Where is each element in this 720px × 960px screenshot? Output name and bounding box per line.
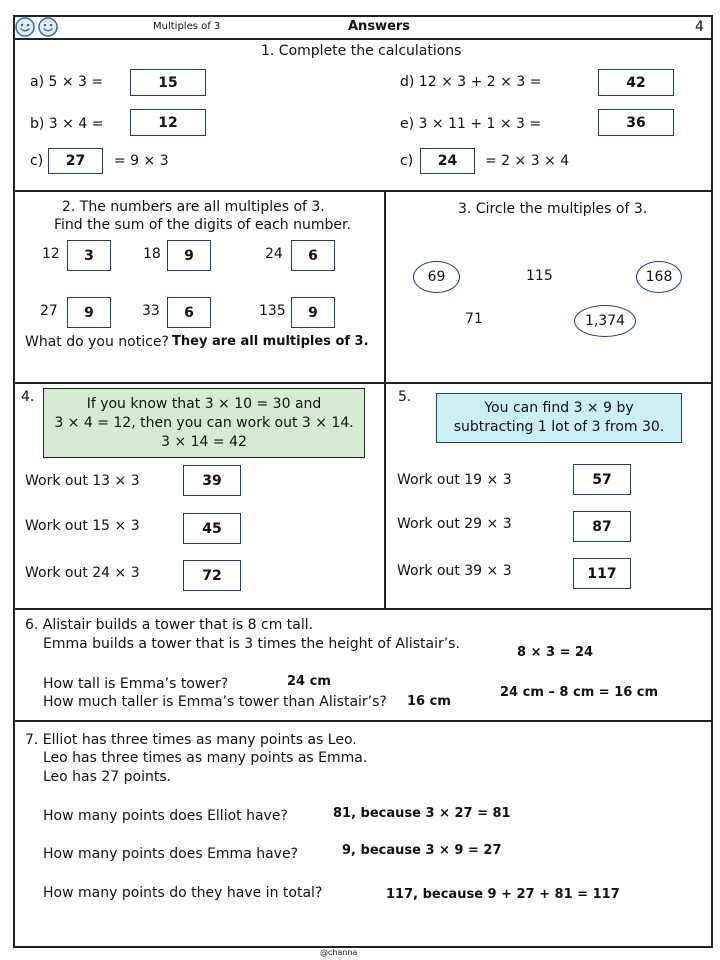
q5-info-line2: subtracting 1 lot of 3 from 30.	[453, 419, 665, 435]
q2-number: 33	[142, 303, 160, 319]
header-divider	[13, 38, 711, 40]
subject-title: Multiples of 3	[153, 21, 221, 32]
q1c2-prefix: c)	[400, 153, 414, 169]
q2-number: 135	[259, 303, 286, 319]
divider-4	[13, 720, 711, 722]
q1d-label: d) 12 × 3 + 2 × 3 =	[400, 74, 542, 90]
q1a-label: a) 5 × 3 =	[30, 74, 104, 90]
q2-q3-divider	[384, 190, 386, 608]
q1e-label: e) 3 × 11 + 1 × 3 =	[400, 116, 542, 132]
q6-question2: How much taller is Emma’s tower than Alistair’s?	[43, 694, 387, 710]
q1b-answer-box: 12	[130, 109, 206, 136]
smiley-face-icon	[39, 18, 57, 36]
q2-heading-line2: Find the sum of the digits of each number.	[54, 217, 351, 233]
q2-answer-box: 3	[67, 240, 111, 271]
q1c1-suffix: = 9 × 3	[114, 153, 169, 169]
page-number: 4	[695, 19, 704, 35]
q4-answer-box: 39	[183, 465, 241, 496]
q5-item-label: Work out 39 × 3	[397, 563, 512, 579]
q7-answer3: 117, because 9 + 27 + 81 = 117	[386, 887, 620, 902]
q1e-answer-box: 36	[598, 109, 674, 136]
q2-answer-box: 9	[67, 297, 111, 328]
q3-circled-number: 1,374	[574, 305, 636, 337]
q6-line1: 6. Alistair builds a tower that is 8 cm tall.	[25, 617, 314, 633]
q2-number: 12	[42, 246, 60, 262]
q1c1-answer-box: 27	[48, 148, 103, 174]
footer-credit: @channa	[320, 948, 358, 957]
q2-answer-box: 9	[291, 297, 335, 328]
q5-info-box	[436, 393, 682, 443]
q1d-answer-box: 42	[598, 69, 674, 96]
divider-2	[13, 382, 711, 384]
smiley-face-icon	[16, 18, 34, 36]
q4-item-label: Work out 24 × 3	[25, 565, 140, 581]
q6-line2: Emma builds a tower that is 3 times the height of Alistair’s.	[43, 636, 460, 652]
q7-question2: How many points does Emma have?	[43, 846, 299, 862]
q5-answer-box: 57	[573, 464, 631, 495]
page-title: Answers	[348, 19, 411, 34]
divider-1	[13, 190, 711, 192]
q2-answer-box: 9	[167, 240, 211, 271]
q4-answer-box: 45	[183, 513, 241, 544]
q2-notice-question: What do you notice?	[25, 334, 169, 350]
q7-line3: Leo has 27 points.	[43, 769, 172, 785]
q5-answer-box: 117	[573, 558, 631, 589]
q5-info-line1: You can find 3 × 9 by	[484, 400, 634, 416]
q7-answer1: 81, because 3 × 27 = 81	[333, 806, 511, 821]
q7-line1: 7. Elliot has three times as many points as Leo.	[25, 732, 357, 748]
q2-heading-line1: 2. The numbers are all multiples of 3.	[62, 199, 325, 215]
divider-3	[13, 608, 711, 610]
header-icons	[14, 16, 60, 38]
q2-number: 18	[143, 246, 161, 262]
q3-number: 115	[526, 268, 553, 284]
q7-question3: How many points do they have in total?	[43, 885, 323, 901]
q5-item-label: Work out 29 × 3	[397, 516, 512, 532]
q6-answer2: 16 cm	[407, 694, 451, 709]
q4-number: 4.	[21, 389, 35, 405]
q2-answer-box: 6	[167, 297, 211, 328]
q5-item-label: Work out 19 × 3	[397, 472, 512, 488]
q3-circled-number: 168	[636, 261, 682, 293]
q6-working: 8 × 3 = 24	[517, 645, 594, 660]
q3-heading: 3. Circle the multiples of 3.	[458, 201, 648, 217]
q7-question1: How many points does Elliot have?	[43, 808, 288, 824]
q6-question1: How tall is Emma’s tower?	[43, 676, 229, 692]
q4-info-box	[43, 388, 365, 458]
q4-answer-box: 72	[183, 560, 241, 591]
q2-notice-answer: They are all multiples of 3.	[172, 334, 369, 349]
q1c1-prefix: c)	[30, 153, 44, 169]
q2-answer-box: 6	[291, 240, 335, 271]
q5-answer-box: 87	[573, 511, 631, 542]
q1a-answer-box: 15	[130, 69, 206, 96]
q1c2-answer-box: 24	[420, 148, 475, 174]
q5-number: 5.	[398, 389, 412, 405]
q4-item-label: Work out 13 × 3	[25, 473, 140, 489]
q7-line2: Leo has three times as many points as Emma.	[43, 750, 368, 766]
q2-number: 27	[40, 303, 58, 319]
q3-circled-number: 69	[413, 261, 460, 293]
q6-answer1: 24 cm	[287, 674, 331, 689]
q4-item-label: Work out 15 × 3	[25, 518, 140, 534]
q2-number: 24	[265, 246, 283, 262]
q6-working2: 24 cm – 8 cm = 16 cm	[500, 685, 659, 700]
q1b-label: b) 3 × 4 =	[30, 116, 104, 132]
q7-answer2: 9, because 3 × 9 = 27	[342, 843, 502, 858]
q4-info-line3: 3 × 14 = 42	[161, 433, 247, 450]
q4-info-line1: If you know that 3 × 10 = 30 and	[86, 395, 322, 412]
q4-info-line2: 3 × 4 = 12, then you can work out 3 × 14.	[54, 414, 354, 431]
q3-number: 71	[465, 311, 483, 327]
q1-heading: 1. Complete the calculations	[261, 43, 462, 59]
q1c2-suffix: = 2 × 3 × 4	[485, 153, 570, 169]
